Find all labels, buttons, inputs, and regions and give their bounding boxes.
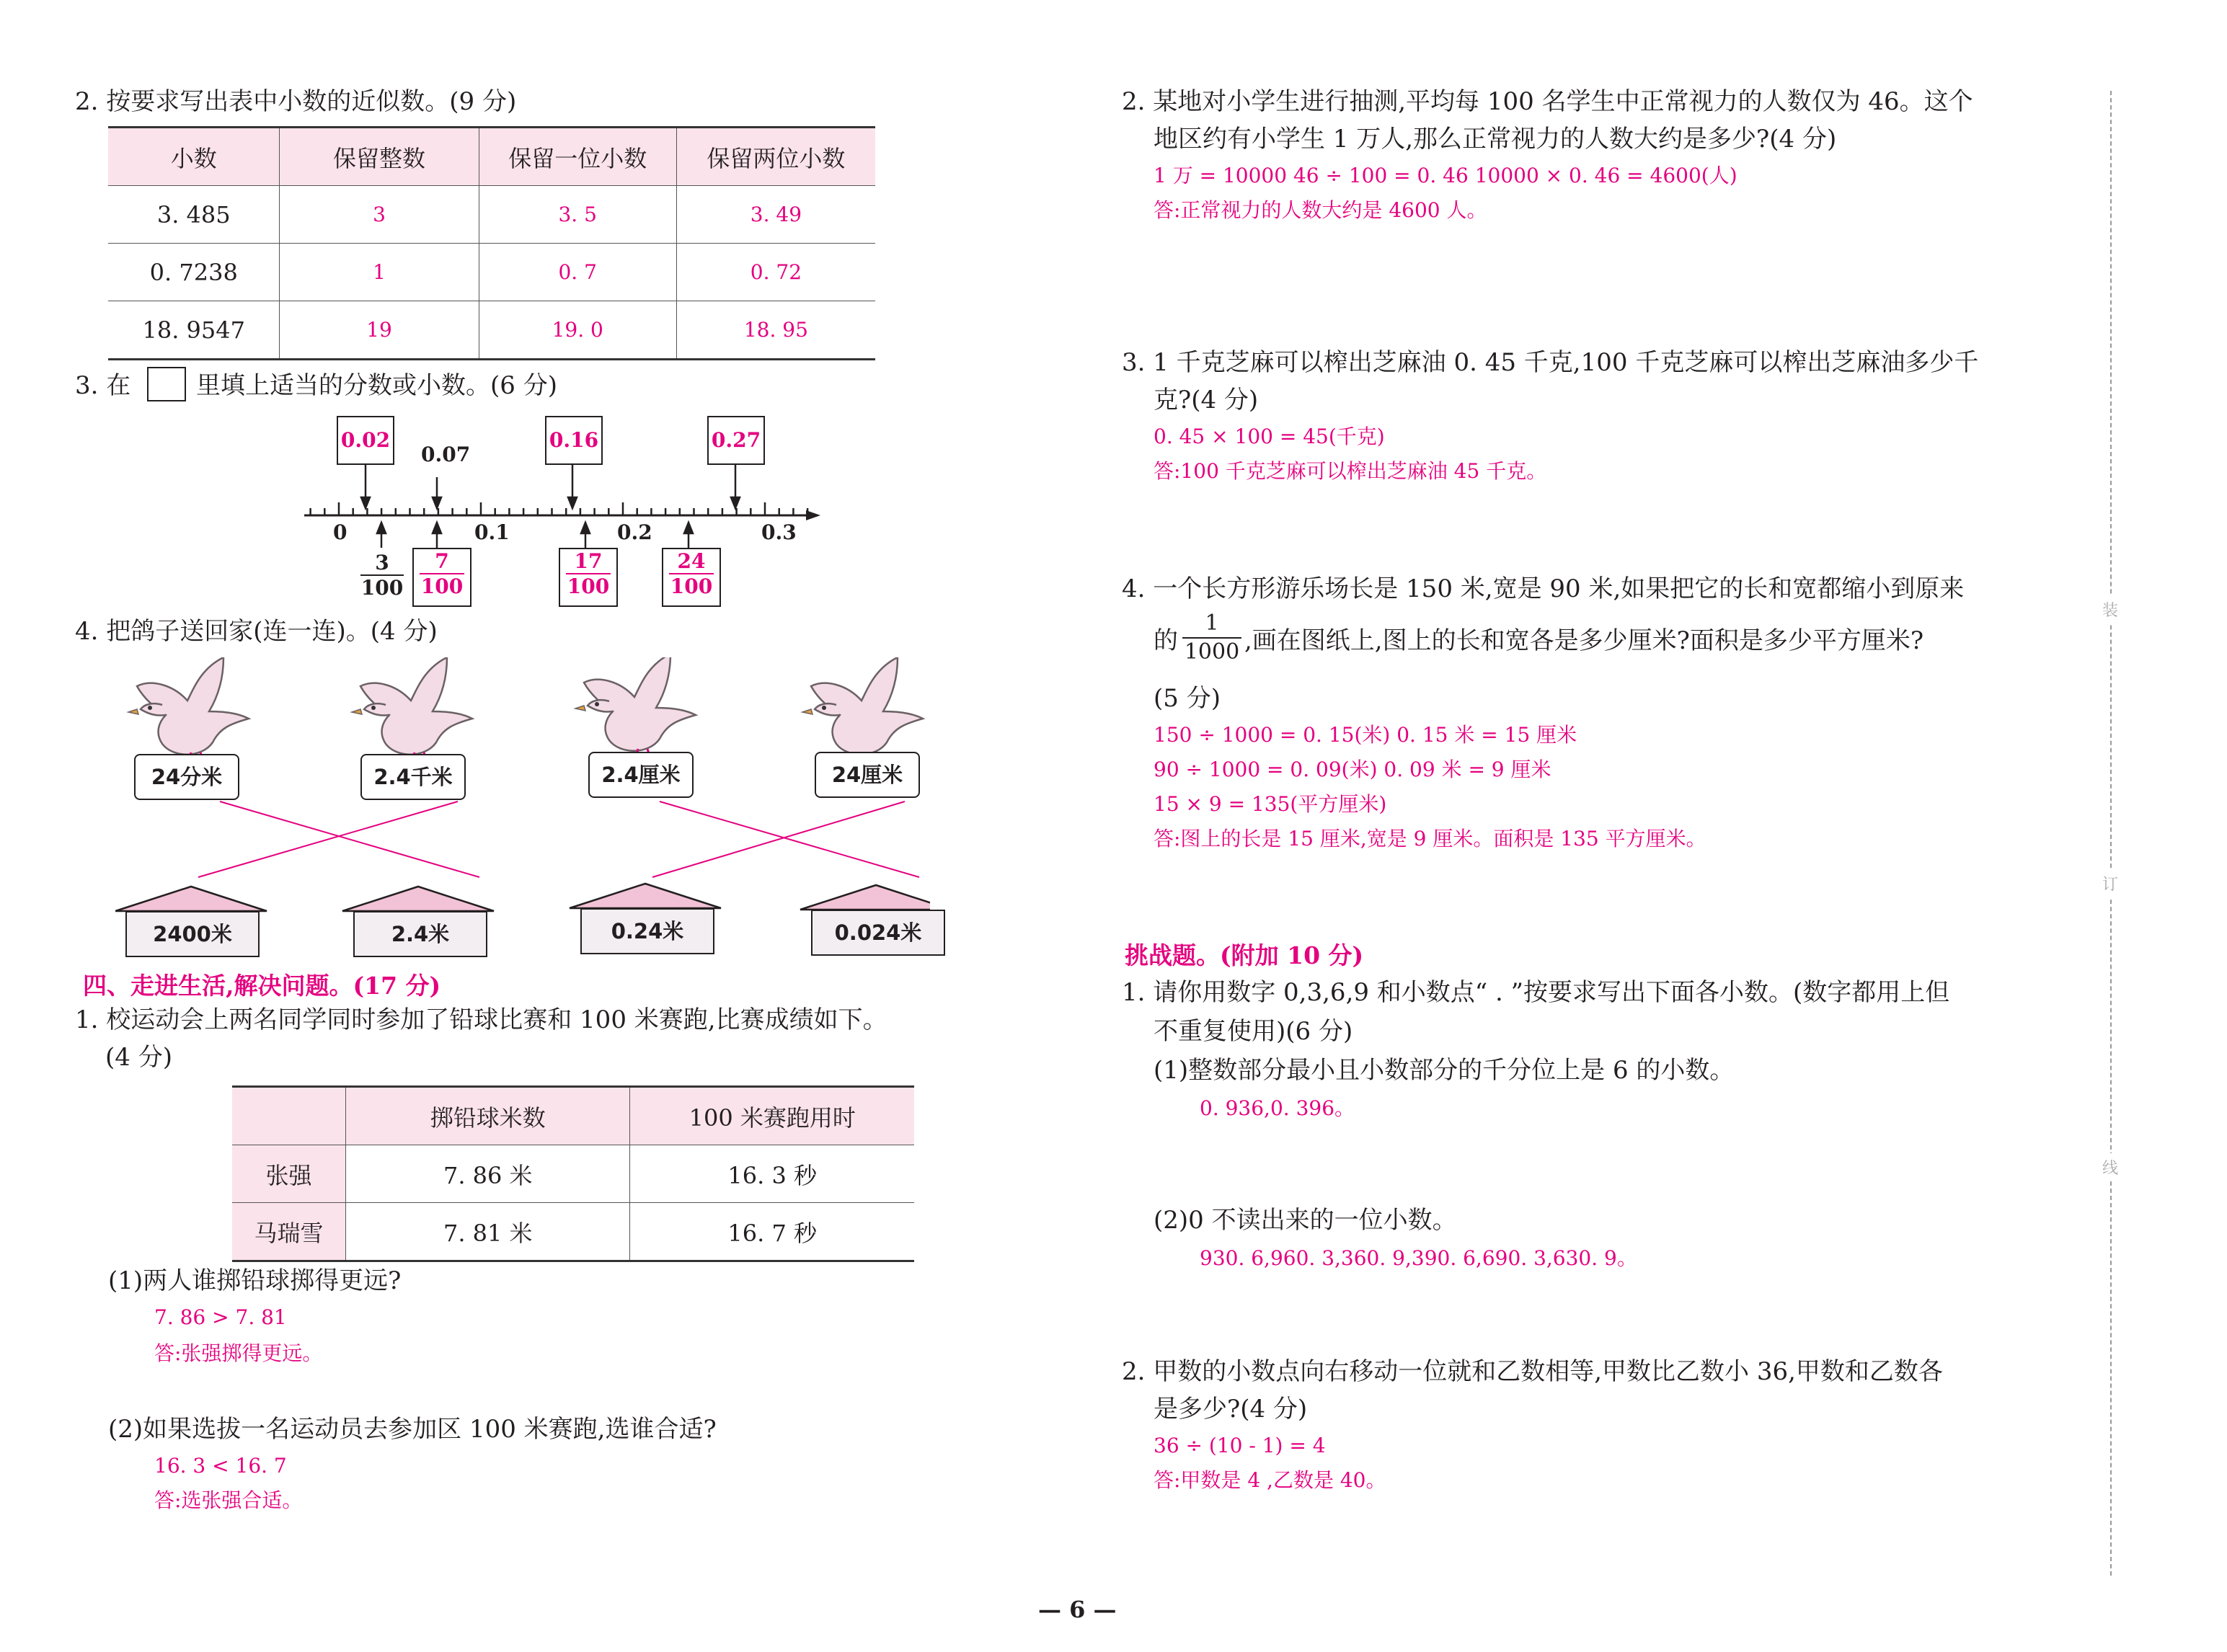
- table-header: 保留整数: [280, 128, 479, 186]
- table-header-row: [108, 128, 875, 186]
- answer-cell: 19. 0: [479, 301, 676, 360]
- axis-label: 0.3: [761, 520, 797, 544]
- answer-line: 0. 45 × 100 = 45(千克): [1154, 425, 1385, 448]
- q3-title-b: 里填上适当的分数或小数。(6 分): [196, 371, 557, 400]
- inline-fraction: [1182, 610, 1241, 666]
- s4-q1-line1: 1. 校运动会上两名同学同时参加了铅球比赛和 100 米赛跑,比赛成绩如下。: [75, 1005, 887, 1034]
- s4-q1-sub2: (2)如果选拔一名运动员去参加区 100 米赛跑,选谁合适?: [108, 1415, 717, 1444]
- fraction-denominator: 1000: [1182, 637, 1241, 666]
- r-q4-line2a: 的: [1154, 626, 1178, 655]
- fraction-numerator: 17: [574, 549, 603, 573]
- binding-line: [2110, 91, 2112, 1576]
- fraction-given: [360, 551, 404, 600]
- answer-line: 150 ÷ 1000 = 0. 15(米) 0. 15 米 = 15 厘米: [1154, 723, 1577, 747]
- r-q4-line1: 4. 一个长方形游乐场长是 150 米,宽是 90 米,如果把它的长和宽都缩小到原来: [1122, 574, 1965, 603]
- r-q3-line2: 克?(4 分): [1154, 386, 1259, 414]
- challenge-sub1: (1)整数部分最小且小数部分的千分位上是 6 的小数。: [1154, 1056, 1735, 1085]
- fraction-answer-box: [559, 548, 618, 607]
- answer-line: 答:100 千克芝麻可以榨出芝麻油 45 千克。: [1154, 459, 1547, 483]
- challenge-sub2: (2)0 不读出来的一位小数。: [1154, 1206, 1457, 1235]
- table-header: 保留两位小数: [676, 128, 875, 186]
- pigeon-icon: [575, 657, 696, 758]
- answer-box: 0.02: [337, 416, 394, 465]
- answer-cell: 0. 72: [676, 244, 875, 301]
- table-header: 掷铅球米数: [346, 1087, 630, 1145]
- q2-title: 2. 按要求写出表中小数的近似数。(9 分): [75, 87, 517, 116]
- binding-mark: 线: [2102, 1153, 2118, 1181]
- fraction-denominator: 100: [360, 576, 404, 600]
- answer-line: 90 ÷ 1000 = 0. 09(米) 0. 09 米 = 9 厘米: [1154, 758, 1551, 781]
- answer-cell: 0. 7: [479, 244, 676, 301]
- table-cell: 16. 7 秒: [630, 1203, 914, 1261]
- pigeon-icon: [802, 657, 923, 762]
- table-row: [108, 301, 875, 360]
- table-header: 100 米赛跑用时: [630, 1087, 914, 1145]
- table-cell: 马瑞雪: [232, 1203, 346, 1261]
- answer-box: 0.16: [545, 416, 603, 465]
- house-label: 2400米: [125, 911, 260, 957]
- answer-box: 0.27: [707, 416, 765, 465]
- pigeon-icon: [128, 657, 249, 762]
- axis-label: 0.2: [617, 520, 652, 544]
- page-number: — 6 —: [1038, 1596, 1117, 1623]
- table-cell: 张强: [232, 1145, 346, 1203]
- challenge-q2-line1: 2. 甲数的小数点向右移动一位就和乙数相等,甲数比乙数小 36,甲数和乙数各: [1122, 1357, 1943, 1386]
- table-header: 保留一位小数: [479, 128, 676, 186]
- section-title: 四、走进生活,解决问题。(17 分): [83, 972, 441, 1000]
- answer-line: 答:图上的长是 15 厘米,宽是 9 厘米。面积是 135 平方厘米。: [1154, 827, 1706, 851]
- given-value: 0.07: [421, 443, 471, 466]
- fraction-denominator: 100: [420, 574, 464, 598]
- blank-box-icon: [147, 367, 186, 401]
- fraction-numerator: 24: [677, 549, 706, 573]
- answer-cell: 1: [280, 244, 479, 301]
- fraction-numerator: 3: [375, 551, 389, 574]
- table-row: [232, 1145, 914, 1203]
- answer-line: 0. 936,0. 396。: [1200, 1096, 1355, 1120]
- answer-line: 答:正常视力的人数大约是 4600 人。: [1154, 198, 1487, 222]
- q4-title: 4. 把鸽子送回家(连一连)。(4 分): [75, 617, 438, 646]
- r-q2-line1: 2. 某地对小学生进行抽测,平均每 100 名学生中正常视力的人数仅为 46。这个: [1122, 87, 1973, 116]
- table-header-row: [232, 1087, 914, 1145]
- fraction-denominator: 100: [567, 574, 610, 598]
- q3-title-a: 3. 在: [75, 371, 131, 400]
- pigeons-and-houses: [115, 657, 930, 946]
- pigeon-icon: [352, 657, 472, 762]
- binding-mark: 装: [2102, 595, 2118, 623]
- sports-table: [232, 1085, 914, 1262]
- table-cell: 7. 86 米: [346, 1145, 630, 1203]
- r-q3-line1: 3. 1 千克芝麻可以榨出芝麻油 0. 45 千克,100 千克芝麻可以榨出芝麻油多少千: [1122, 348, 1979, 377]
- table-header: 小数: [108, 128, 280, 186]
- r-q4-line3: (5 分): [1154, 684, 1221, 713]
- answer-cell: 3. 49: [676, 186, 875, 244]
- approximation-table: [108, 126, 875, 360]
- s4-q1-line2: (4 分): [105, 1043, 172, 1072]
- challenge-q1-line2: 不重复使用)(6 分): [1154, 1017, 1353, 1046]
- answer-cell: 3. 5: [479, 186, 676, 244]
- table-row: [108, 244, 875, 301]
- axis-label: 0.1: [474, 520, 510, 544]
- r-q4-line2b: ,画在图纸上,图上的长和宽各是多少厘米?面积是多少平方厘米?: [1244, 626, 1924, 655]
- table-row: [108, 186, 875, 244]
- challenge-q1-line1: 1. 请你用数字 0,3,6,9 和小数点“ . ”按要求写出下面各小数。(数字都用上但: [1122, 978, 1950, 1007]
- s4-q1-sub1: (1)两人谁掷铅球掷得更远?: [108, 1266, 402, 1295]
- answer-cell: 19: [280, 301, 479, 360]
- fraction-denominator: 100: [670, 574, 713, 598]
- pigeon-label: 24厘米: [815, 752, 920, 798]
- answer-line: 16. 3 < 16. 7: [154, 1454, 287, 1478]
- challenge-title: 挑战题。(附加 10 分): [1125, 941, 1364, 969]
- answer-line: 答:张强掷得更远。: [154, 1341, 323, 1365]
- r-q2-line2: 地区约有小学生 1 万人,那么正常视力的人数大约是多少?(4 分): [1154, 125, 1837, 154]
- house-label: 0.24米: [580, 908, 714, 954]
- answer-line: 930. 6,960. 3,360. 9,390. 6,690. 3,630. 9。: [1200, 1246, 1637, 1270]
- pigeon-label: 2.4厘米: [588, 752, 694, 798]
- answer-line: 答:甲数是 4 ,乙数是 40。: [1154, 1468, 1386, 1492]
- challenge-q2-line2: 是多少?(4 分): [1154, 1395, 1308, 1424]
- table-cell: 3. 485: [108, 186, 280, 244]
- house-label: 2.4米: [353, 911, 487, 957]
- answer-cell: 18. 95: [676, 301, 875, 360]
- table-row: [232, 1203, 914, 1261]
- axis-label: 0: [333, 520, 347, 544]
- house-label: 0.024米: [811, 910, 945, 956]
- fraction-numerator: 7: [435, 549, 449, 573]
- answer-line: 答:选张强合适。: [154, 1488, 303, 1512]
- table-cell: 16. 3 秒: [630, 1145, 914, 1203]
- pigeon-label: 2.4千米: [360, 754, 466, 800]
- table-cell: 18. 9547: [108, 301, 280, 360]
- answer-line: 15 × 9 = 135(平方厘米): [1154, 792, 1387, 816]
- fraction-numerator: 1: [1205, 610, 1219, 636]
- pigeon-label: 24分米: [134, 754, 239, 800]
- table-cell: 7. 81 米: [346, 1203, 630, 1261]
- fraction-answer-box: [662, 548, 721, 607]
- answer-line: 1 万 = 10000 46 ÷ 100 = 0. 46 10000 × 0. 46 = 4600(人): [1154, 164, 1737, 187]
- table-header: [232, 1087, 346, 1145]
- binding-mark: 订: [2102, 869, 2118, 897]
- table-cell: 0. 7238: [108, 244, 280, 301]
- answer-line: 7. 86 > 7. 81: [154, 1305, 287, 1329]
- fraction-answer-box: [412, 548, 471, 607]
- answer-line: 36 ÷ (10 - 1) = 4: [1154, 1434, 1326, 1457]
- answer-cell: 3: [280, 186, 479, 244]
